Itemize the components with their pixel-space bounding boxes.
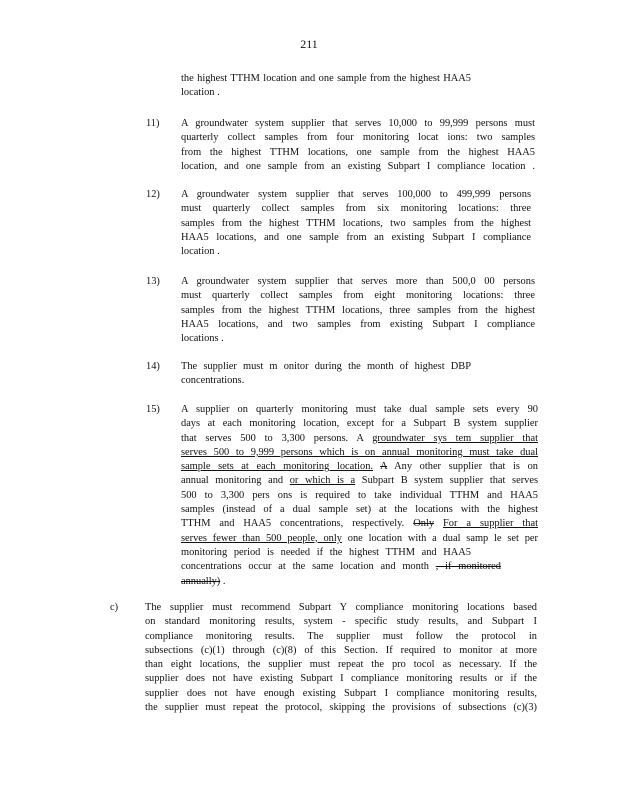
inserted-text: or which is a — [289, 475, 356, 487]
text-line: monitoring period is needed if the highest TTHM and HAA5 — [181, 546, 471, 558]
text-line: HAA5 locations, and two samples from existing Subpart I compliance — [181, 318, 535, 330]
section-c — [145, 601, 537, 715]
text-line: supplier does not have existing Subpart I compliance monitoring results or if the — [145, 673, 537, 685]
text-line: quarterly collect samples from four monitoring locat ions: two samples — [181, 132, 535, 144]
deleted-text: annually) — [181, 575, 221, 587]
inserted-text: sample sets at each monitoring location. — [181, 461, 374, 473]
plain-text — [434, 518, 443, 529]
text-line: the supplier must repeat the protocol, skipping the provisions of subsections (c)(3) — [145, 702, 537, 714]
list-item-14 — [181, 360, 471, 389]
text-line: concentrations. — [181, 375, 245, 387]
text-line: on standard monitoring results, system - specific study results, and Subpart I — [145, 616, 537, 628]
plain-text: that serves 500 to 3,300 persons. A — [181, 432, 373, 444]
inserted-text: groundwater sys tem supplier that — [372, 432, 538, 444]
text-line: The supplier must m onitor during the month of highest DBP — [181, 361, 471, 372]
plain-text: concentrations occur at the same location and month — [181, 561, 436, 573]
plain-text: . — [220, 575, 226, 587]
text-line — [181, 460, 538, 474]
text-line — [181, 560, 501, 574]
plain-text: Any other supplier that is on — [387, 461, 538, 473]
text-line: location . — [181, 246, 220, 258]
text-line: compliance monitoring results. The supplier must follow the protocol in — [145, 630, 537, 642]
text-line: A supplier on quarterly monitoring must take dual sample sets every 90 — [181, 404, 538, 415]
text-line: must quarterly collect samples from six monitoring locations: three — [181, 203, 531, 215]
plain-text: one location with a dual samp le set per — [341, 532, 538, 544]
item-label: 15) — [146, 404, 160, 415]
list-item-15 — [181, 403, 538, 589]
text-line: supplier does not have enough existing Subpart I compliance monitoring results, — [145, 687, 537, 699]
text-line: days at each monitoring location, except for a Subpart B system supplier — [181, 418, 538, 430]
item-label: 13) — [146, 276, 160, 287]
deleted-text: A — [380, 461, 388, 473]
item-label: 14) — [146, 361, 160, 372]
plain-text: annual monitoring and — [181, 475, 290, 487]
text-line: A groundwater system supplier that serves 10,000 to 99,999 persons must — [181, 118, 535, 129]
text-line: than eight locations, the supplier must repeat the pro tocol as necessary. If the — [145, 659, 537, 671]
text-line: locations . — [181, 333, 224, 345]
text-line — [181, 474, 538, 488]
text-line: HAA5 locations, and one sample from an existing Subpart I compliance — [181, 231, 531, 243]
text-line: 500 to 3,300 pers ons is required to take individual TTHM and HAA5 — [181, 489, 538, 501]
text-line: the highest TTHM location and one sample from the highest HAA5 — [181, 73, 471, 84]
text-line: samples from the highest TTHM locations, three samples from the highest — [181, 304, 535, 316]
inserted-text: serves 500 to 9,999 persons which is on annual monitoring must take dual — [181, 446, 538, 458]
section-label: c) — [110, 602, 119, 613]
plain-text: TTHM and HAA5 concentrations, respectively. — [181, 518, 414, 530]
text-line: must quarterly collect samples from eight monitoring locations: three — [181, 290, 535, 302]
text-line: location, and one sample from an existing Subpart I compliance location . — [181, 160, 535, 172]
text-line: The supplier must recommend Subpart Y compliance monitoring locations based — [145, 602, 537, 613]
text-line: subsections (c)(1) through (c)(8) of this Section. If required to monitor at more — [145, 644, 537, 656]
item-label: 12) — [146, 189, 160, 200]
text-line — [181, 432, 538, 446]
item-label: 11) — [146, 118, 160, 129]
page-number: 211 — [300, 37, 318, 51]
list-item-11 — [181, 117, 535, 174]
inserted-text: serves fewer than 500 people, only — [181, 532, 342, 544]
text-line: A groundwater system supplier that serves more than 500,0 00 persons — [181, 276, 535, 287]
deleted-text: , if monitored — [435, 561, 501, 573]
text-line: from the highest TTHM locations, one sample from the highest HAA5 — [181, 146, 535, 158]
plain-text: Subpart B system supplier that serves — [355, 475, 538, 487]
text-line — [181, 517, 538, 531]
text-line: samples (instead of a dual sample set) at the locations with the highest — [181, 504, 538, 516]
continuation-text — [181, 72, 471, 101]
deleted-text: Only — [413, 518, 435, 530]
text-line: location . — [181, 87, 220, 99]
list-item-12 — [181, 188, 531, 259]
text-line — [181, 575, 538, 589]
list-item-13 — [181, 275, 535, 346]
text-line: A groundwater system supplier that serves 100,000 to 499,999 persons — [181, 189, 531, 200]
text-line: samples from the highest TTHM locations, two samples from the highest — [181, 217, 531, 229]
text-line — [181, 532, 538, 546]
inserted-text: For a supplier that — [443, 518, 538, 530]
